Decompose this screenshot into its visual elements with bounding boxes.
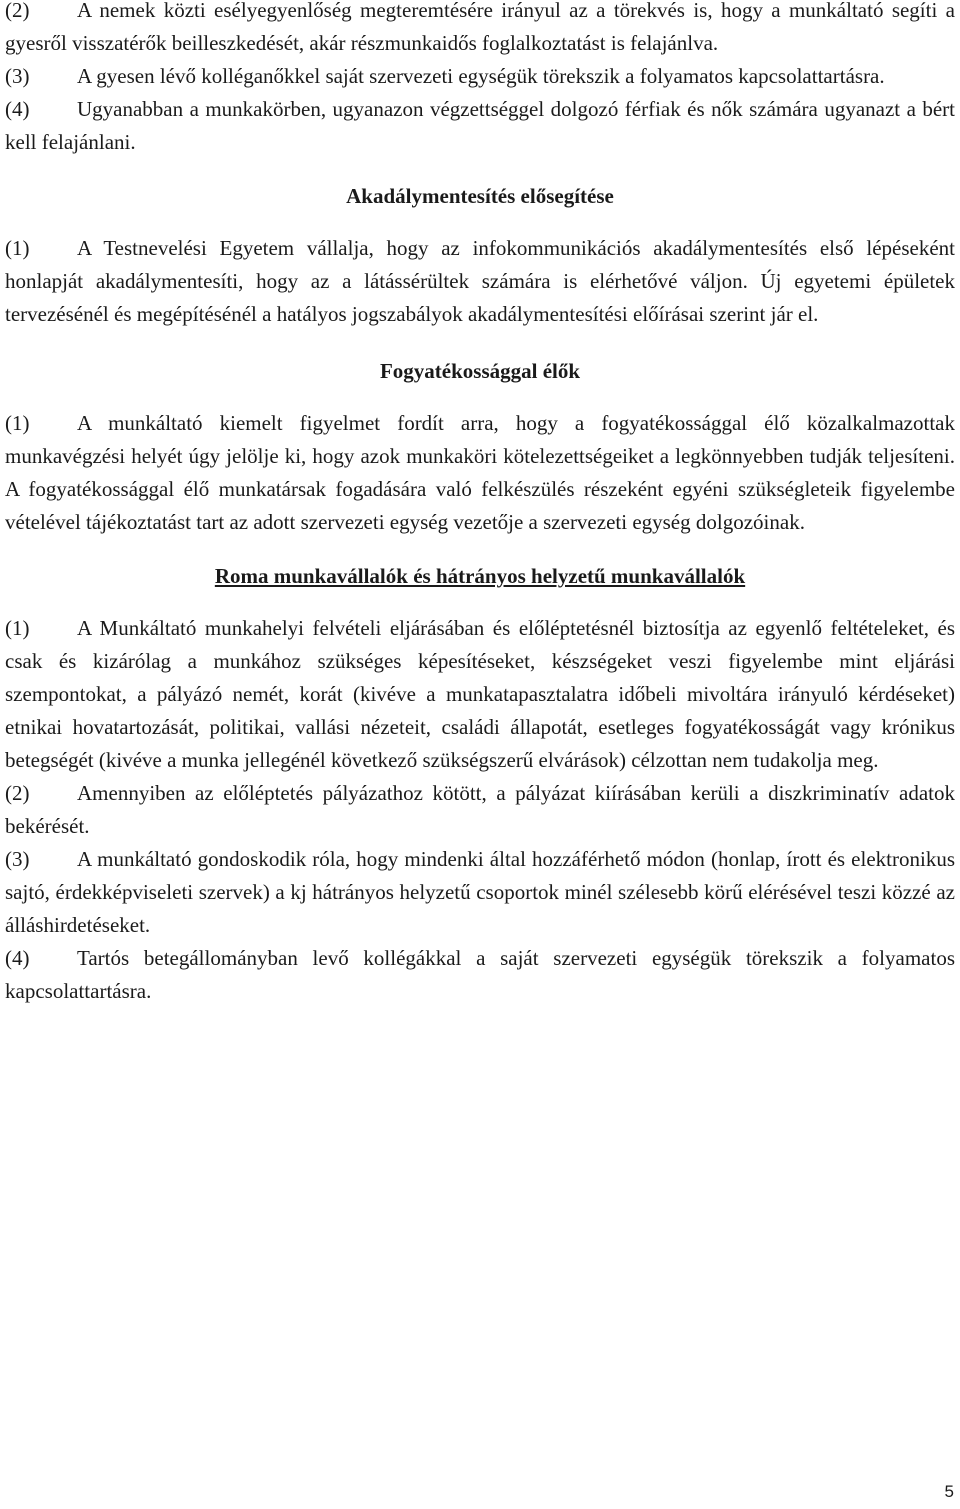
- paragraph-roma-3: [5, 843, 955, 942]
- paragraph-text: A munkáltató gondoskodik róla, hogy mindenki által hozzáférhető módon (honlap, írott és elektronikus sajtó, érdekképviseleti szervek) a kj hátrányos helyzetű csoportok minél szélesebb körű elérésével teszi közzé az álláshirdetéseket.: [5, 847, 955, 937]
- paragraph-text: Amennyiben az előléptetés pályázathoz kötött, a pályázat kiírásában kerüli a diszkriminatív adatok bekérését.: [5, 781, 955, 838]
- paragraph-number: (2): [5, 0, 30, 22]
- paragraph-top-4: [5, 93, 955, 159]
- section-top: [5, 0, 955, 159]
- page-number: 5: [944, 1482, 954, 1501]
- paragraph-text: A gyesen lévő kolléganőkkel saját szervezeti egységük törekszik a folyamatos kapcsolattartásra.: [77, 64, 885, 88]
- paragraph-number: (4): [5, 97, 30, 121]
- paragraph-top-3: [5, 60, 955, 93]
- paragraph-text: Ugyanabban a munkakörben, ugyanazon végzettséggel dolgozó férfiak és nők számára ugyanazt a bért kell felajánlani.: [5, 97, 955, 154]
- section-accessibility: [5, 180, 955, 331]
- document-page: [5, 0, 955, 1008]
- paragraph-number: (1): [5, 411, 30, 435]
- paragraph-text: A Munkáltató munkahelyi felvételi eljárásában és előléptetésnél biztosítja az egyenlő feltételeket, és csak és kizárólag a munkához szükséges képesítéseket, készségeket veszi figyelembe mint eljárási szempontokat, a pályázó nemét, korát (kivéve a munkatapasztalatra időbeli mivoltára irányuló kérdéseket) etnikai hovatartozását, politikai, vallási nézeteit, családi állapotát, esetleges fogyatékosságát vagy krónikus betegségét (kivéve a munka jellegénél következő szükségszerű elvárások) célzottan nem tudakolja meg.: [5, 616, 955, 772]
- section-roma: [5, 560, 955, 1008]
- paragraph-number: (4): [5, 946, 30, 970]
- paragraph-number: (2): [5, 781, 30, 805]
- paragraph-text: A Testnevelési Egyetem vállalja, hogy az infokommunikációs akadálymentesítés első lépéseként honlapját akadálymentesíti, hogy az a látássérültek számára is elérhetővé váljon. Új egyetemi épületek tervezésénél és megépítésénél a hatályos jogszabályok akadálymentesítési előírásai szerint jár el.: [5, 236, 955, 326]
- paragraph-roma-4: [5, 942, 955, 1008]
- section-heading-roma: Roma munkavállalók és hátrányos helyzetű munkavállalók: [214, 564, 746, 588]
- paragraph-top-2: [5, 0, 955, 60]
- paragraph-number: (1): [5, 236, 30, 260]
- paragraph-roma-1: [5, 612, 955, 777]
- paragraph-text: A munkáltató kiemelt figyelmet fordít arra, hogy a fogyatékossággal élő közalkalmazottak munkavégzési helyét úgy jelölje ki, hogy azok munkaköri kötelezettségeiket a legkönnyebben tudják teljesíteni. A fogyatékossággal élő munkatársak fogadására való felkészülés részeként egyéni szükségleteik figyelembe vételével tájékoztatást tart az adott szervezeti egység vezetője a szervezeti egység dolgozóinak.: [5, 411, 955, 534]
- paragraph-text: A nemek közti esélyegyenlőség megteremtésére irányul az a törekvés is, hogy a munkáltató segíti a gyesről visszatérők beilleszkedését, akár részmunkaidős foglalkoztatást is felajánlva.: [5, 0, 955, 55]
- paragraph-accessibility-1: [5, 232, 955, 331]
- section-disability: [5, 355, 955, 539]
- paragraph-number: (3): [5, 64, 30, 88]
- paragraph-disability-1: [5, 407, 955, 539]
- section-heading-accessibility: Akadálymentesítés elősegítése: [346, 184, 614, 208]
- paragraph-text: Tartós betegállományban levő kollégákkal a saját szervezeti egységük törekszik a folyamatos kapcsolattartásra.: [5, 946, 955, 1003]
- paragraph-number: (3): [5, 847, 30, 871]
- section-heading-disability: Fogyatékossággal élők: [379, 359, 581, 383]
- paragraph-roma-2: [5, 777, 955, 843]
- paragraph-number: (1): [5, 616, 30, 640]
